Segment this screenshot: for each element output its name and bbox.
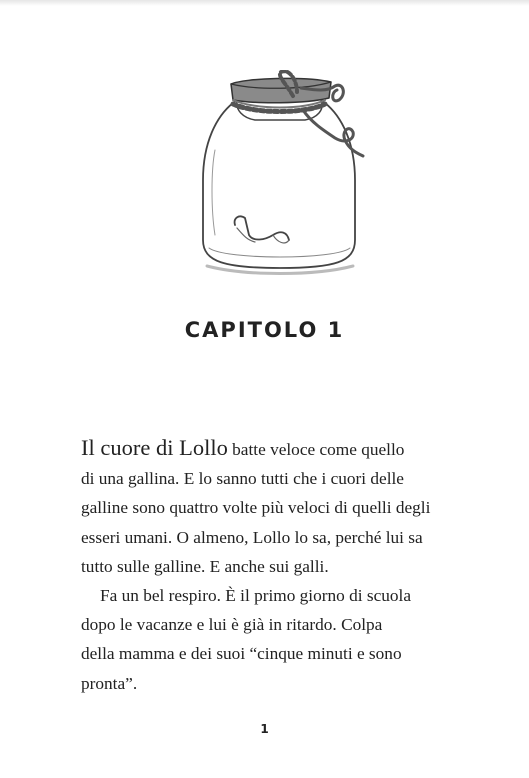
page-top-edge (0, 0, 529, 6)
page-number: 1 (260, 722, 269, 736)
chapter-body-text (81, 433, 461, 698)
opening-words: Il cuore di Lollo (81, 435, 228, 460)
text-line (81, 433, 461, 464)
text-line: galline sono quattro volte più veloci di quelli degli (81, 498, 431, 518)
chapter-title: CAPITOLO 1 (184, 318, 345, 342)
text-line: tutto sulle galline. E anche sui galli. (81, 556, 329, 576)
text-line-content: batte veloce come quello (227, 440, 405, 459)
text-line: pronta”. (81, 673, 138, 693)
text-line: di una gallina. E lo sanno tutti che i cuori delle (81, 469, 404, 489)
text-line: della mamma e dei suoi “cinque minuti e sono (81, 644, 402, 664)
jar-illustration-icon (185, 70, 375, 275)
text-line: Fa un bel respiro. È il primo giorno di scuola (100, 586, 412, 606)
text-line: dopo le vacanze e lui è già in ritardo. Colpa (81, 615, 383, 635)
text-line: esseri umani. O almeno, Lollo lo sa, perché lui sa (81, 527, 423, 547)
